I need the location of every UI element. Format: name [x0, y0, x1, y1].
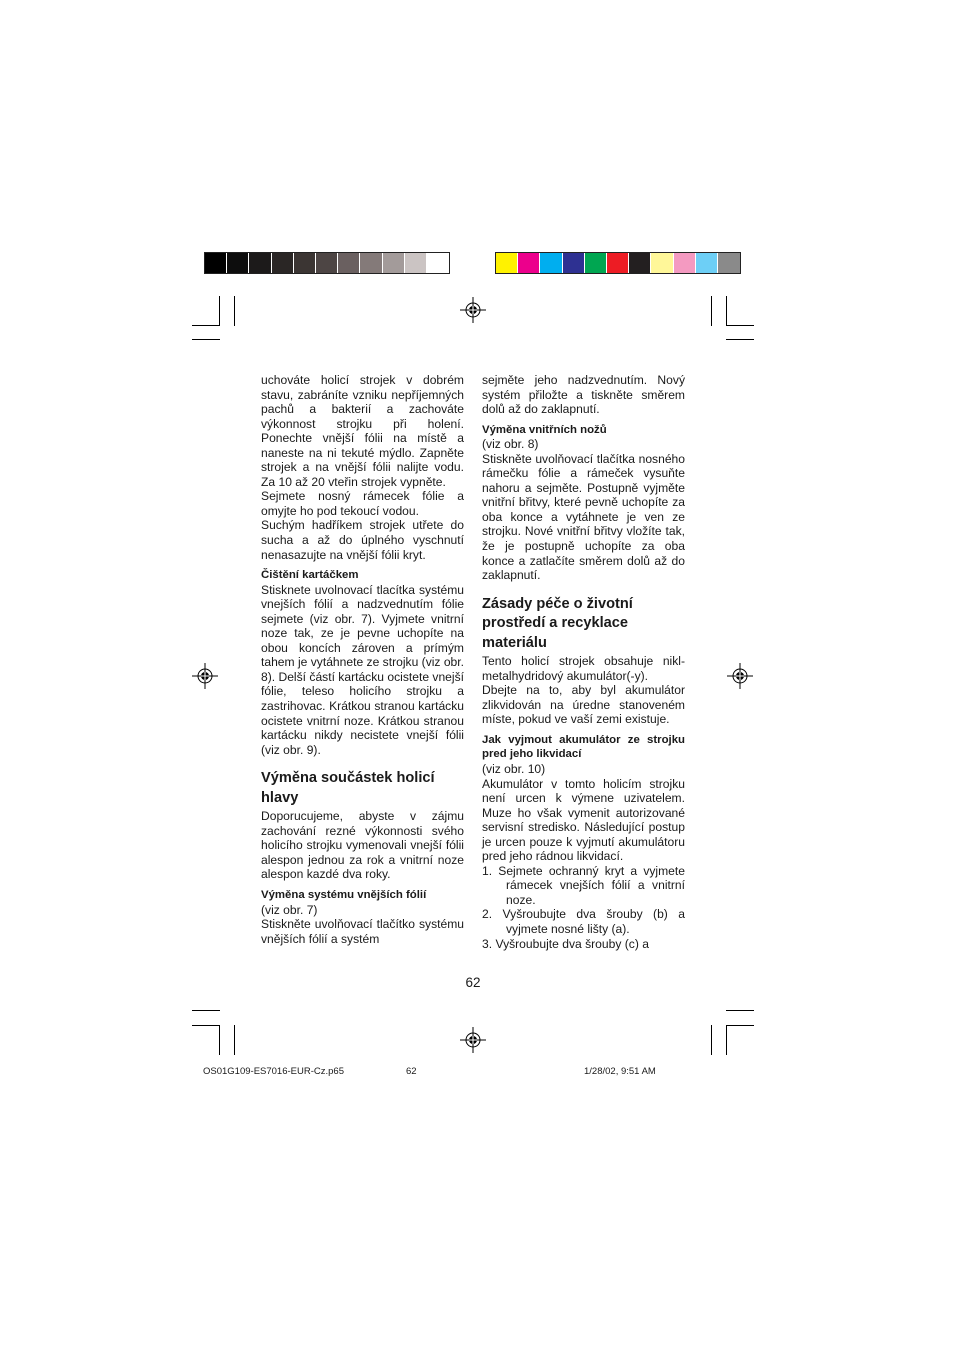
paragraph: Dbejte na to, aby byl akumulátor zlikvidován na úredne stanoveném míste, pokud ve vaší zemi existuje. — [482, 683, 685, 727]
color-swatch — [585, 253, 607, 273]
list-item: 1. Sejmete ochranný kryt a vyjmete rámecek vnejších fólií a vnitrní noze. — [482, 863, 685, 907]
crop-mark — [192, 325, 220, 326]
right-column — [482, 373, 685, 951]
crop-mark — [192, 1025, 220, 1026]
color-swatch — [696, 253, 718, 273]
paragraph: (viz obr. 8) — [482, 437, 539, 452]
subheading: Čištění kartáčkem — [261, 569, 359, 582]
paragraph: Tento holicí strojek obsahuje nikl-metalhydridový akumulátor(-y). — [482, 654, 685, 683]
color-swatch — [227, 253, 249, 273]
crop-mark — [726, 1010, 754, 1011]
subheading: Výměna vnitřních nožů — [482, 423, 607, 436]
list-item: 3. Vyšroubujte dva šrouby (c) a — [482, 936, 649, 951]
list-item: 2. Vyšroubujte dva šrouby (b) a vyjmete nosné lišty (a). — [482, 907, 685, 936]
color-swatch — [383, 253, 405, 273]
color-swatch — [518, 253, 540, 273]
paragraph: Stiskněte uvolňovací tlačítko systému vnějších fólií a systém — [261, 917, 464, 946]
color-swatch — [427, 253, 449, 273]
paragraph: Stisknete uvolnovací tlacítka systému vnejších fólií a nadzvednutím fólie sejmete (viz obr. 7). Vyjmete vnitrní noze tak, ze je pevne uchopíte na obou koncích zároven a prímým tahem je vytáhnete ze strojku (viz obr. 8). Delší částí kartácku ocistete vnejší fólie, teleso holicího strojku a zastrihovac. Krátkou stranou kartácku ocistete vnitrní noze. Krátkou stranou kartácku nikdy necistete vnejší fólii (viz obr. 9). — [261, 582, 465, 757]
crop-mark — [234, 1025, 235, 1055]
color-swatch — [405, 253, 427, 273]
color-swatch — [496, 253, 518, 273]
color-swatch — [674, 253, 696, 273]
left-column — [261, 373, 464, 946]
registration-mark-icon — [192, 663, 218, 689]
footer-datetime: 1/28/02, 9:51 AM — [584, 1066, 656, 1077]
registration-mark-icon — [460, 1027, 486, 1053]
section-heading: Zásady péče o životní prostředí a recyklace materiálu — [482, 595, 633, 651]
subheading: Výměna systému vnějších fólií — [261, 888, 427, 901]
color-swatch — [338, 253, 360, 273]
paragraph: (viz obr. 7) — [261, 902, 318, 917]
crop-mark — [234, 296, 235, 326]
process-color-bar — [495, 252, 741, 274]
registration-mark-icon — [460, 297, 486, 323]
crop-mark — [219, 1025, 220, 1055]
color-swatch — [316, 253, 338, 273]
paragraph: Sejmete nosný rámecek fólie a omyjte ho pod tekoucí vodou. — [261, 489, 464, 518]
color-swatch — [718, 253, 740, 273]
crop-mark — [711, 1025, 712, 1055]
crop-mark — [219, 296, 220, 326]
color-swatch — [540, 253, 562, 273]
grayscale-color-bar — [204, 252, 450, 274]
registration-mark-icon — [727, 663, 753, 689]
crop-mark — [192, 1010, 220, 1011]
color-swatch — [294, 253, 316, 273]
crop-mark — [192, 339, 220, 340]
color-swatch — [249, 253, 271, 273]
crop-mark — [726, 1025, 727, 1055]
crop-mark — [726, 296, 727, 326]
paragraph: Stiskněte uvolňovací tlačítka nosného rámečku fólie a rámeček vysuňte nahoru a sejměte. Postupně vyjměte vnitřní břitvy, které pevně uchopíte za oba konce a vytáhnete je ven ze strojku. Nové vnitřní břitvy vložíte tak, že je postupně uchopíte za oba konce a zatlačíte směrem dolů až do zaklapnutí. — [482, 451, 685, 583]
color-swatch — [205, 253, 227, 273]
paragraph: Akumulátor v tomto holicím strojku není urcen k výmene uzivatelem. Muze ho však vymenit autorizované servisní stredisko. Následující postup je urcen pouze k vyjmutí akumulátoru pred jeho rádnou likvidací. — [482, 776, 685, 864]
paragraph: sejměte jeho nadzvednutím. Nový systém přiložte a tiskněte směrem dolů až do zaklapnutí. — [482, 373, 685, 417]
paragraph: Doporucujeme, abyste v zájmu zachování rezné výkonnosti svého holicího strojku vymenovali vnejší fólii alespon jednou za rok a vnitrní noze alespon kazdé dva roky. — [261, 809, 464, 882]
crop-mark — [711, 296, 712, 326]
footer-page: 62 — [406, 1066, 417, 1077]
paragraph: (viz obr. 10) — [482, 761, 546, 776]
crop-mark — [726, 325, 754, 326]
paragraph: Suchým hadříkem strojek utřete do sucha a až do úplného vyschnutí nenasazujte na vnější fólii kryt. — [261, 518, 464, 562]
color-swatch — [272, 253, 294, 273]
page-number: 62 — [465, 975, 481, 990]
crop-mark — [726, 1025, 754, 1026]
section-heading: Výměna součástek holicí hlavy — [261, 770, 435, 806]
paragraph: uchováte holicí strojek v dobrém stavu, zabráníte vzniku nepříjemných pachů a bakterií a zachováte výkonnost strojku při holení. Ponechte vnější fólii na místě a naneste na ni tekuté mýdlo. Zapněte strojek a na vnější fólii nalijte vodu. Za 10 až 20 vteřin strojek vypněte. — [261, 373, 464, 489]
color-swatch — [607, 253, 629, 273]
footer-filename: OS01G109-ES7016-EUR-Cz.p65 — [203, 1066, 344, 1077]
color-swatch — [651, 253, 673, 273]
color-swatch — [629, 253, 651, 273]
subheading: Jak vyjmout akumulátor ze strojku pred jeho likvidací — [482, 733, 685, 761]
color-swatch — [563, 253, 585, 273]
color-swatch — [360, 253, 382, 273]
crop-mark — [726, 339, 754, 340]
